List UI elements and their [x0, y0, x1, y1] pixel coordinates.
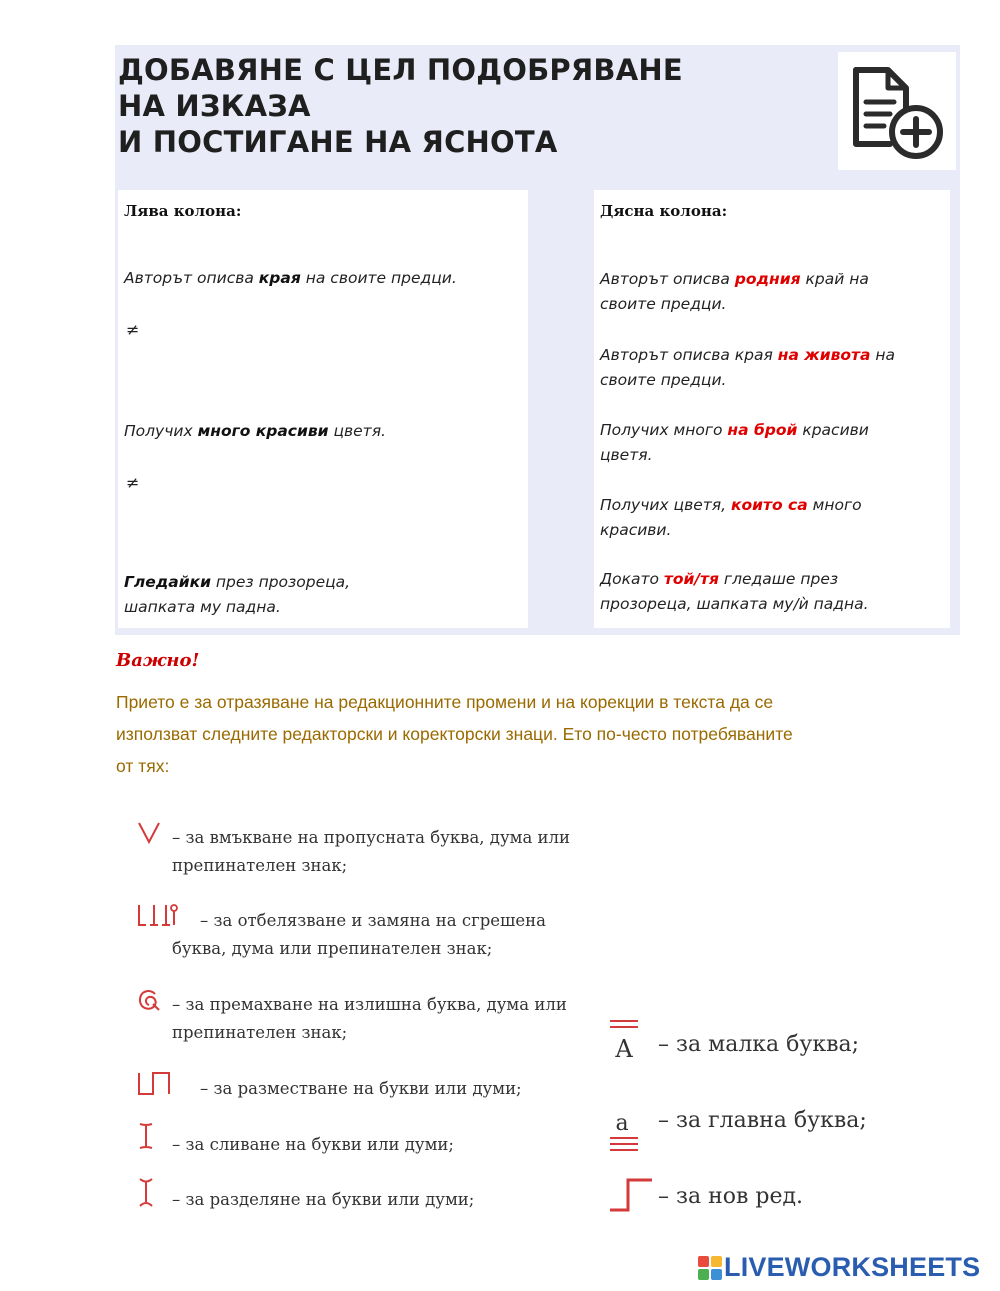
important-paragraph: Прието е за отразяване на редакционните промени и на корекции в текста да се използват следните редакторски и коректорски знаци. Ето по-често потребяваните от тях: — [116, 692, 793, 776]
right-example-1: Авторът описва родния край на своите предци. — [600, 270, 869, 313]
mark-uppercase-text: – за главна буква; — [658, 1108, 867, 1133]
mark-split-text: – за разделяне на букви или думи; — [172, 1190, 475, 1209]
join-mark-icon — [136, 1120, 156, 1154]
transpose-mark-icon — [136, 1070, 176, 1098]
right-example-3: Получих много на брой красиви цветя. — [600, 421, 869, 464]
lowercase-mark-glyph: A — [615, 1035, 633, 1063]
page-title — [118, 52, 818, 160]
split-mark-icon — [136, 1176, 156, 1210]
mark-new-line-text: – за нов ред. — [658, 1184, 804, 1209]
mark-insert-text: – за вмъкване на пропусната буква, дума или препинателен знак; — [172, 828, 571, 875]
insert-mark-icon — [136, 820, 162, 846]
important-label: Важно! — [116, 650, 200, 671]
uppercase-mark-icon — [606, 1106, 642, 1156]
lowercase-mark-icon — [606, 1015, 642, 1063]
mark-transpose-text: – за разместване на букви или думи; — [200, 1079, 522, 1098]
title-line-3: И ПОСТИГАНЕ НА ЯСНОТА — [118, 125, 558, 159]
left-column — [118, 190, 528, 628]
left-example-1: Авторът описва края на своите предци. — [124, 269, 457, 287]
liveworksheets-logo-text: LIVEWORKSHEETS — [724, 1252, 981, 1282]
uppercase-mark-glyph: a — [615, 1111, 629, 1136]
new-line-mark-icon — [608, 1176, 656, 1214]
liveworksheets-logo-icon — [698, 1256, 724, 1280]
left-example-2: Получих много красиви цветя. — [124, 422, 386, 440]
document-add-icon — [838, 52, 956, 170]
left-column-heading: Лява колона: — [124, 202, 242, 220]
not-equal-sign-1: ≠ — [126, 320, 140, 339]
title-line-1: ДОБАВЯНЕ С ЦЕЛ ПОДОБРЯВАНЕ — [118, 53, 683, 87]
right-column-heading: Дясна колона: — [600, 202, 728, 220]
not-equal-sign-2: ≠ — [126, 473, 140, 492]
delete-mark-icon — [136, 988, 162, 1016]
right-example-2: Авторът описва края на живота на своите предци. — [600, 346, 896, 389]
liveworksheets-logo — [698, 1252, 980, 1283]
title-line-2: НА ИЗКАЗА — [118, 89, 311, 123]
mark-lowercase-text: – за малка буква; — [658, 1032, 860, 1057]
right-example-4: Получих цветя, които са много красиви. — [600, 496, 862, 539]
left-example-3: Гледайки през прозореца, шапката му падна. — [124, 573, 351, 616]
mark-replace-text: – за отбелязване и замяна на сгрешена буква, дума или препинателен знак; — [172, 911, 546, 958]
right-column — [594, 190, 950, 628]
right-example-5: Докато той/тя гледаше през прозореца, шапката му/ѝ падна. — [600, 570, 869, 613]
mark-delete-text: – за премахване на излишна буква, дума или препинателен знак; — [172, 995, 567, 1042]
mark-join-text: – за сливане на букви или думи; — [172, 1135, 454, 1154]
